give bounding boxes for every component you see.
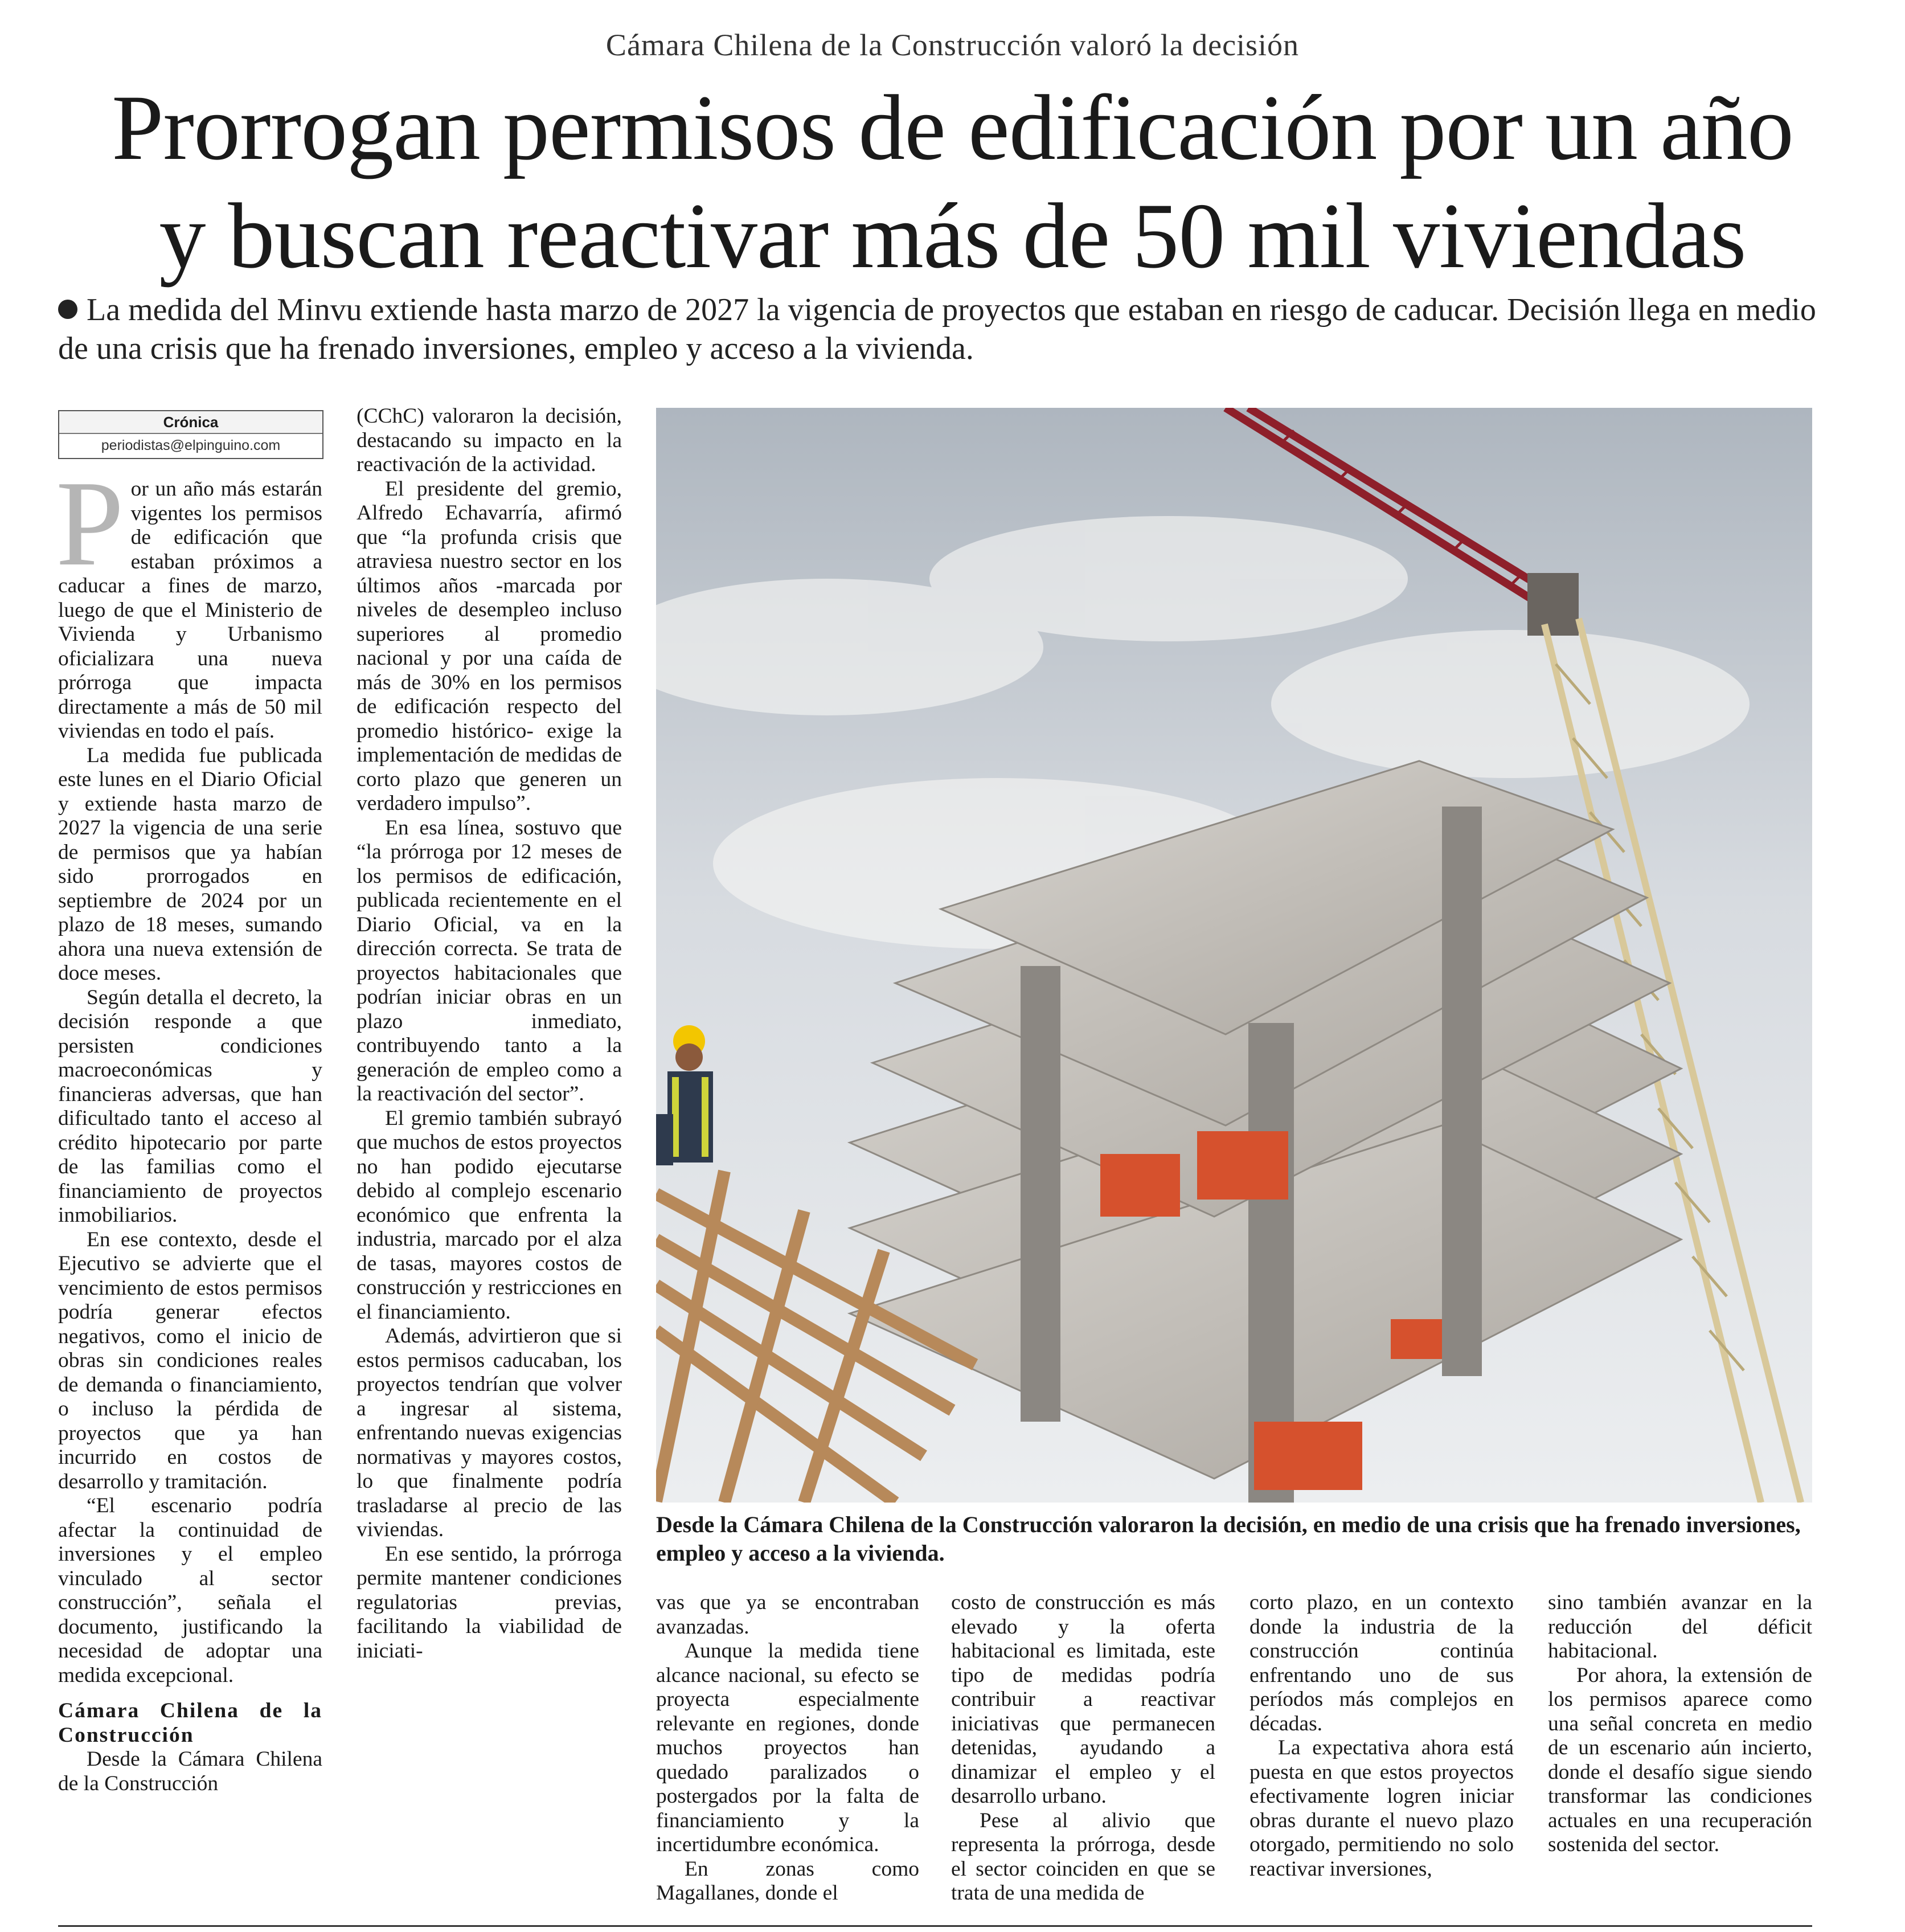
byline-email[interactable]: periodistas@elpinguino.com: [101, 437, 281, 453]
drop-cap: P: [56, 455, 124, 591]
column-paragraph: Por un año más estarán vigentes los permisos de edificación que estaban próximos a caducar a fines de marzo, luego de que el Ministerio de Vivienda y Urbanismo oficializara una nueva prórroga que impacta directamente a más de 50 mil viviendas en todo el país.: [56, 455, 322, 743]
article-column-3: [656, 1591, 919, 1906]
lede-text: La medida del Minvu extiende hasta marzo de 2027 la vigencia de proyectos que estaban en riesgo de caducar. Decisión llega en medio de una crisis que ha frenado inversiones, empleo y acceso a la vivienda.: [58, 292, 1816, 366]
article-column-5: [1249, 1591, 1514, 1881]
column-paragraph: “El escenario podría afectar la continuidad de inversiones y el empleo vinculado al sector construcción”, señala el documento, justificando la necesidad de adoptar una medida excepcional.: [58, 1494, 322, 1687]
article-kicker: Cámara Chilena de la Construcción valoró la decisión: [605, 28, 1300, 62]
column-paragraph: costo de construcción es más elevado y la oferta habitacional es limitada, este tipo de medidas podría contribuir a reactivar iniciativas que permanecen detenidas, ayudando a dinamizar el empleo y el desarrollo urbano.: [951, 1591, 1215, 1808]
photo-caption: Desde la Cámara Chilena de la Construcción valoraron la decisión, en medio de una crisis que ha frenado inversiones, empleo y acceso a la vivienda.: [656, 1512, 1801, 1566]
headline-line-1: Prorrogan permisos de edificación por un año: [112, 76, 1793, 179]
column-paragraph: vas que ya se encontraban avanzadas.: [656, 1591, 919, 1639]
bottom-rule: [58, 1925, 1812, 1927]
headline-line-2: y buscan reactivar más de 50 mil viviendas: [159, 185, 1746, 288]
byline-section: Crónica: [59, 411, 322, 434]
construction-site-illustration: [656, 408, 1812, 1503]
column-paragraph: Además, advirtieron que si estos permisos caducaban, los proyectos tendrían que volver a ingresar al sistema, enfrentando nuevas exigencias normativas y mayores costos, lo que finalmente podría trasladarse al precio de las viviendas.: [357, 1324, 622, 1541]
column-paragraph: El presidente del gremio, Alfredo Echavarría, afirmó que “la profunda crisis que atraviesa nuestro sector en los últimos años -marcada por niveles de desempleo incluso superiores al promedio nacional y por una caída de más de 30% en los permisos de edificación respecto del promedio histórico- exige la implementación de medidas de corto plazo que generen un verdadero impulso”.: [357, 477, 622, 815]
column-paragraph: Desde la Cámara Chilena de la Construcción: [58, 1747, 322, 1795]
column-paragraph: sino también avanzar en la reducción del déficit habitacional.: [1548, 1591, 1812, 1663]
article-lede: [58, 290, 1824, 368]
column-paragraph: Aunque la medida tiene alcance nacional, su efecto se proyecta especialmente relevante en regiones, donde muchos proyectos han quedado paralizados o postergados por la falta de financiamiento y la incertidumbre económica.: [656, 1639, 919, 1856]
column-paragraph: En esa línea, sostuvo que “la prórroga por 12 meses de los permisos de edificación, publicada recientemente en el Diario Oficial, va en la dirección correcta. Se trata de proyectos habitacionales que podrían iniciar obras en un plazo inmediato, contribuyendo tanto a la generación de empleo como a la reactivación del sector”.: [357, 816, 622, 1106]
column-paragraph: La expectativa ahora está puesta en que estos proyectos efectivamente logren iniciar obras durante el nuevo plazo otorgado, permitiendo no solo reactivar inversiones,: [1249, 1736, 1514, 1881]
article-column-6: [1548, 1591, 1812, 1857]
column-paragraph: En ese sentido, la prórroga permite mantener condiciones regulatorias previas, facilitando la viabilidad de iniciati-: [357, 1542, 622, 1663]
column-paragraph: La medida fue publicada este lunes en el Diario Oficial y extiende hasta marzo de 2027 la vigencia de una serie de permisos que ya habían sido prorrogados en septiembre de 2024 por un plazo de 18 meses, sumando ahora una nueva extensión de doce meses.: [58, 743, 322, 985]
column-paragraph: El gremio también subrayó que muchos de estos proyectos no han podido ejecutarse debido al complejo escenario económico que enfrenta la industria, marcado por el alza de tasas, mayores costos de construcción y restricciones en el financiamiento.: [357, 1106, 622, 1324]
column-paragraph: corto plazo, en un contexto donde la industria de la construcción continúa enfrentando uno de sus períodos más complejos en décadas.: [1249, 1591, 1514, 1735]
column-paragraph: En zonas como Magallanes, donde el: [656, 1857, 919, 1905]
column-paragraph: (CChC) valoraron la decisión, destacando su impacto en la reactivación de la actividad.: [357, 404, 622, 476]
article-headline: [34, 74, 1871, 290]
column-paragraph: En ese contexto, desde el Ejecutivo se advierte que el vencimiento de estos permisos podría generar efectos negativos, como el inicio de obras sin condiciones reales de demanda o financiamiento, o incluso la pérdida de proyectos que ya han incurrido en costos de desarrollo y tramitación.: [58, 1227, 322, 1493]
bullet-icon: [58, 300, 77, 319]
column-paragraph: Pese al alivio que representa la prórroga, desde el sector coinciden en que se trata de una medida de: [951, 1808, 1215, 1905]
article-column-1: [56, 455, 322, 1796]
article-column-4: [951, 1591, 1215, 1906]
byline-box: [58, 410, 323, 459]
article-column-2: [357, 404, 622, 1663]
column-paragraph: Por ahora, la extensión de los permisos aparece como una señal concreta en medio de un escenario aún incierto, donde el desafío sigue siendo transformar las condiciones actuales en una recuperación sostenida del sector.: [1548, 1663, 1812, 1856]
construction-photo: [656, 408, 1812, 1503]
section-subheading: Cámara Chilena de la Construcción: [58, 1699, 322, 1747]
column-paragraph: Según detalla el decreto, la decisión responde a que persisten condiciones macroeconómicas y financieras adversas, que han dificultado tanto el acceso al crédito hipotecario por parte de las familias como el financiamiento de proyectos inmobiliarios.: [58, 985, 322, 1227]
